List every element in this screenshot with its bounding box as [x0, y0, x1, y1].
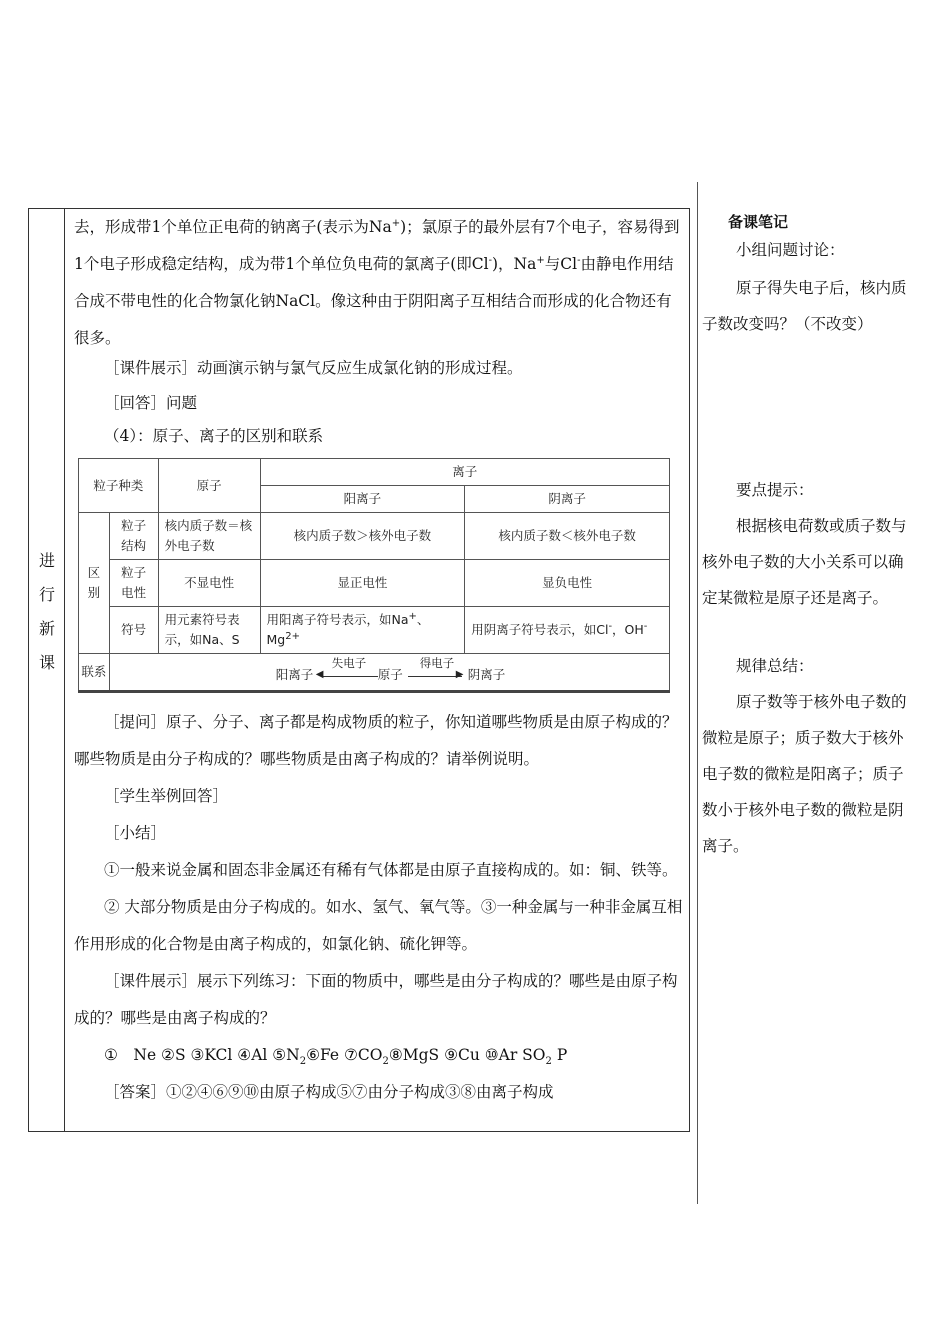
- answer-label: ［回答］问题: [104, 394, 198, 412]
- key-point-label: 要点提示：: [736, 481, 814, 499]
- relation-atom: 原子: [377, 667, 403, 682]
- summary-point-1: ①一般来说金属和固态非金属还有稀有气体都是由原子直接构成的。如：铜、铁等。: [104, 861, 678, 879]
- row-label-charge: 粒子电性: [109, 560, 158, 607]
- exercise-list: ① Ne ②S ③KCl ④Al $⑤N_2⑥Fe$ $⑦CO_2⑧MgS$ ⑨Cu ⑩Ar $SO_2$ P: [104, 1046, 568, 1068]
- courseware-show-2: ［课件展示］展示下列练习：下面的物质中，哪些是由分子构成的？哪些是由原子构成的？哪些是由离子构成的？: [74, 972, 678, 1027]
- courseware-show-1: ［课件展示］动画演示钠与氯气反应生成氯化钠的形成过程。: [104, 359, 523, 377]
- relation-diagram: [116, 657, 663, 687]
- arrow-right-line: [408, 676, 462, 677]
- relation-lose-electron: 失电子: [331, 656, 367, 670]
- th-cation: 阳离子: [260, 486, 465, 513]
- student-answer-label: ［学生举例回答］: [104, 787, 229, 805]
- th-ion: 离子: [260, 459, 669, 486]
- row-label-symbol: 符号: [109, 607, 158, 654]
- cell-cation-charge: 显正电性: [260, 560, 465, 607]
- cell-atom-charge: 不显电性: [158, 560, 260, 607]
- row-label-structure: 粒子结构: [109, 513, 158, 560]
- notes-title: 备课笔记: [728, 213, 789, 231]
- cell-cation-structure: 核内质子数＞核外电子数: [260, 513, 465, 560]
- section-label-char: 新: [38, 619, 55, 638]
- arrow-left-line: [322, 676, 378, 677]
- arrow-left-head: ◀: [315, 669, 324, 680]
- relation-anion: 阴离子: [467, 667, 506, 682]
- margin-divider: [697, 182, 698, 1204]
- relation-cation: 阳离子: [275, 667, 314, 682]
- rule-summary-label: 规律总结：: [736, 657, 814, 675]
- cell-relation-diagram: [109, 654, 669, 692]
- section-label-char: 课: [38, 653, 55, 672]
- th-atom: 原子: [158, 459, 260, 513]
- th-particle-type: 粒子种类: [79, 459, 159, 513]
- paragraph-ion-formation: 去，形成带1个单位正电荷的钠离子(表示为Na+)；氯原子的最外层有7个电子，容易得到1个电子形成稳定结构，成为带1个单位负电荷的氯离子(即Cl-)，Na+与Cl-由静电作用结合成不带电性的化合物氯化钠NaCl。像这种由于阴阳离子互相结合而形成的化合物还有很多。: [74, 217, 680, 347]
- section-label-column: [29, 209, 65, 1131]
- cell-anion-charge: 显负电性: [465, 560, 670, 607]
- section-label: [29, 544, 65, 680]
- arrow-right-head: ▶: [455, 669, 464, 680]
- cell-anion-structure: 核内质子数＜核外电子数: [465, 513, 670, 560]
- summary-point-2: ② 大部分物质是由分子构成的。如水、氢气、氧气等。③一种金属与一种非金属互相作用形成的化合物是由离子构成的，如氯化钠、硫化钾等。: [74, 898, 683, 953]
- question-4: （4）：原子、离子的区别和联系: [104, 427, 324, 445]
- lower-content: [66, 704, 688, 1111]
- cell-atom-symbol: 用元素符号表示，如Na、S: [158, 607, 260, 654]
- th-anion: 阴离子: [465, 486, 670, 513]
- exercise-answer: ［答案］①②④⑥⑨⑩由原子构成⑤⑦由分子构成③⑧由离子构成: [104, 1083, 554, 1101]
- section-label-char: 行: [38, 585, 55, 604]
- row-label-relation: 联系: [79, 654, 110, 692]
- th-difference: 区别: [79, 513, 110, 654]
- rule-summary-text: 原子数等于核外电子数的微粒是原子；质子数大于核外电子数的微粒是阳离子；质子数小于核外电子数的微粒是阴离子。: [702, 693, 907, 855]
- relation-gain-electron: 得电子: [419, 656, 455, 670]
- teacher-question: ［提问］原子、分子、离子都是构成物质的粒子，你知道哪些物质是由原子构成的？哪些物质是由分子构成的？哪些物质是由离子构成的？请举例说明。: [74, 713, 678, 768]
- key-point-text: 根据核电荷数或质子数与核外电子数的大小关系可以确定某微粒是原子还是离子。: [702, 517, 907, 607]
- cell-anion-symbol: 用阴离子符号表示，如Cl-，OH-: [465, 607, 670, 654]
- atom-ion-table: [78, 458, 670, 693]
- discussion-text: 原子得失电子后，核内质子数改变吗？（不改变）: [702, 279, 907, 333]
- cell-cation-symbol: 用阳离子符号表示，如Na+、$Mg^{2+}$: [260, 607, 465, 654]
- discussion-label: 小组问题讨论：: [736, 241, 845, 259]
- summary-label: ［小结］: [104, 824, 167, 842]
- section-label-char: 进: [38, 551, 55, 570]
- cell-atom-structure: 核内质子数＝核外电子数: [158, 513, 260, 560]
- lesson-notes-column: [702, 208, 912, 864]
